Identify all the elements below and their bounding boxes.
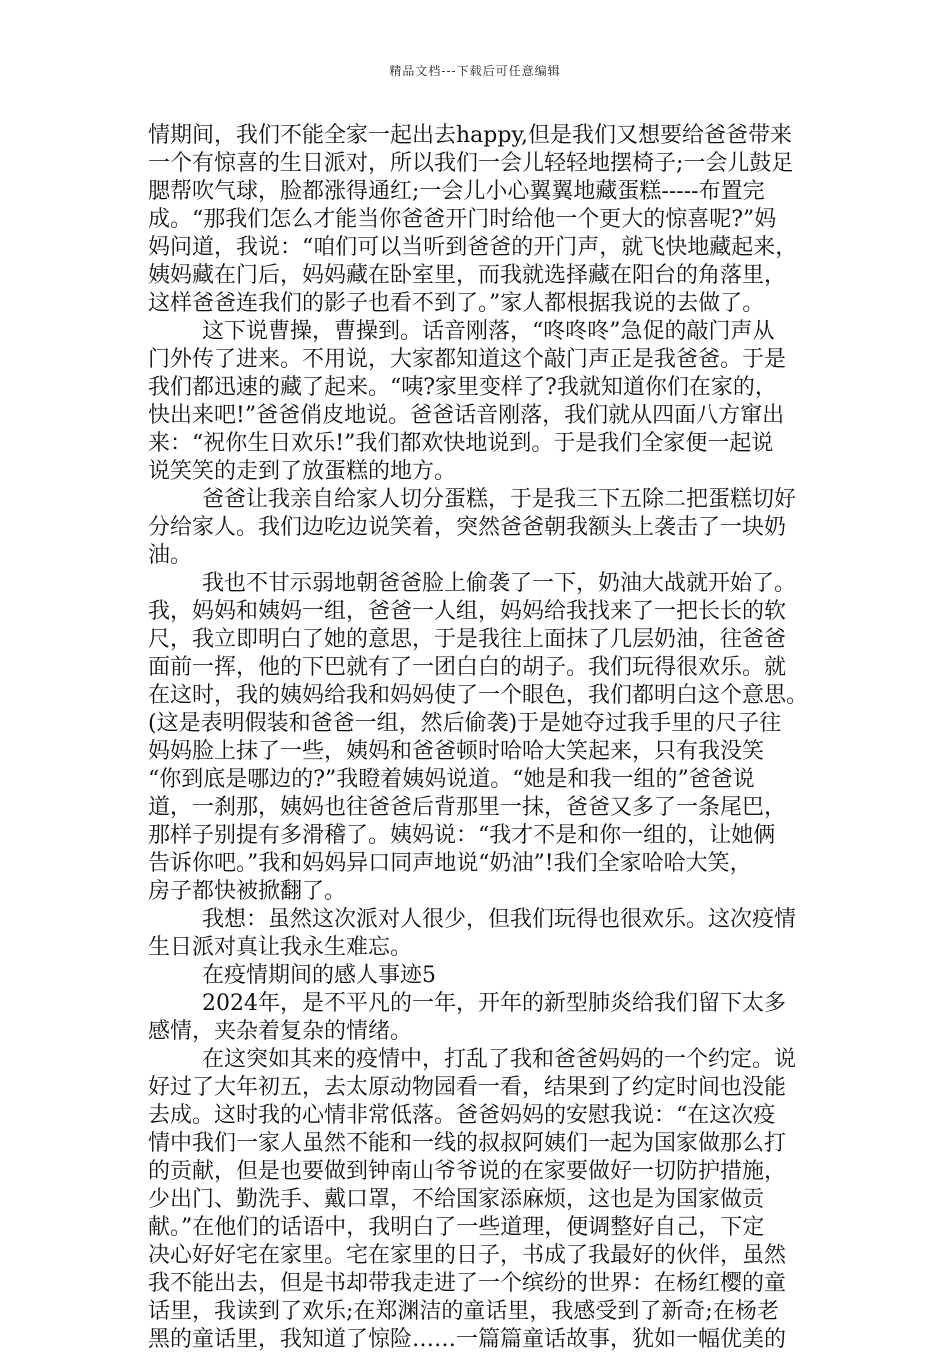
- text-line: 油。: [148, 543, 193, 568]
- page-header: 精品文档---下载后可任意编辑: [389, 64, 561, 78]
- text-line: “你到底是哪边的?”我瞪着姨妈说道。“她是和我一组的”爸爸说: [148, 767, 755, 792]
- text-line: 我不能出去，但是书却带我走进了一个缤纷的世界：在杨红樱的童: [148, 1271, 787, 1296]
- text-line: 少出门、勤洗手、戴口罩，不给国家添麻烦，这也是为国家做贡: [148, 1187, 765, 1212]
- paragraph-start-line: 在这突如其来的疫情中，打乱了我和爸爸妈妈的一个约定。说: [202, 1047, 797, 1072]
- text-line: 生日派对真让我永生难忘。: [148, 935, 413, 960]
- paragraph-start-line: 我想：虽然这次派对人很少，但我们玩得也很欢乐。这次疫情: [202, 907, 797, 932]
- text-line: 一个有惊喜的生日派对，所以我们一会儿轻轻地摆椅子;一会儿鼓足: [148, 151, 794, 176]
- text-line: 腮帮吹气球，脸都涨得通红;一会儿小心翼翼地藏蛋糕-----布置完: [148, 179, 765, 204]
- text-line: 成。“那我们怎么才能当你爸爸开门时给他一个更大的惊喜呢?”妈: [148, 207, 777, 232]
- paragraph-start-line: 这下说曹操，曹操到。话音刚落，“咚咚咚”急促的敲门声从: [202, 319, 775, 344]
- text-line: 情期间，我们不能全家一起出去happy,但是我们又想要给爸爸带来: [148, 123, 792, 148]
- text-line: 来：“祝你生日欢乐!”我们都欢快地说到。于是我们全家便一起说: [148, 431, 774, 456]
- text-line: 我，妈妈和姨妈一组，爸爸一人组，妈妈给我找来了一把长长的软: [148, 599, 787, 624]
- text-line: 妈妈脸上抹了一些，姨妈和爸爸顿时哈哈大笑起来，只有我没笑: [148, 739, 765, 764]
- text-line: 去成。这时我的心情非常低落。爸爸妈妈的安慰我说：“在这次疫: [148, 1103, 776, 1128]
- text-line: (这是表明假装和爸爸一组，然后偷袭)于是她夺过我手里的尺子往: [148, 711, 782, 736]
- text-line: 道，一刹那，姨妈也往爸爸后背那里一抹，爸爸又多了一条尾巴，: [148, 795, 787, 820]
- section-heading: 在疫情期间的感人事迹5: [202, 963, 436, 988]
- text-line: 决心好好宅在家里。宅在家里的日子，书成了我最好的伙伴，虽然: [148, 1243, 787, 1268]
- text-line: 感情，夹杂着复杂的情绪。: [148, 1019, 413, 1044]
- text-line: 说笑笑的走到了放蛋糕的地方。: [148, 459, 457, 484]
- paragraph-start-line: 2024年，是不平凡的一年，开年的新型肺炎给我们留下太多: [202, 991, 786, 1016]
- text-line: 尺，我立即明白了她的意思，于是我往上面抹了几层奶油，往爸爸: [148, 627, 787, 652]
- document-body: [148, 122, 818, 1354]
- text-line: 房子都快被掀翻了。: [148, 879, 347, 904]
- text-line: 话里，我读到了欢乐;在郑渊洁的童话里，我感受到了新奇;在杨老: [148, 1299, 779, 1324]
- text-line: 这样爸爸连我们的影子也看不到了。”家人都根据我说的去做了。: [148, 291, 765, 316]
- text-line: 献。”在他们的话语中，我明白了一些道理，便调整好自己，下定: [148, 1215, 765, 1240]
- text-line: 告诉你吧。”我和妈妈异口同声地说“奶油”!我们全家哈哈大笑，: [148, 851, 752, 876]
- text-line: 我们都迅速的藏了起来。“咦?家里变样了?我就知道你们在家的，: [148, 375, 777, 400]
- text-line: 那样子别提有多滑稽了。姨妈说：“我才不是和你一组的，让她俩: [148, 823, 776, 848]
- paragraph-start-line: 我也不甘示弱地朝爸爸脸上偷袭了一下，奶油大战就开始了。: [202, 571, 797, 596]
- text-line: 在这时，我的姨妈给我和妈妈使了一个眼色，我们都明白这个意思。: [148, 683, 809, 708]
- text-line: 分给家人。我们边吃边说笑着，突然爸爸朝我额头上袭击了一块奶: [148, 515, 787, 540]
- text-line: 门外传了进来。不用说，大家都知道这个敲门声正是我爸爸。于是: [148, 347, 787, 372]
- text-line: 姨妈藏在门后，妈妈藏在卧室里，而我就选择藏在阳台的角落里，: [148, 263, 787, 288]
- text-line: 面前一挥，他的下巴就有了一团白白的胡子。我们玩得很欢乐。就: [148, 655, 787, 680]
- text-line: 妈问道，我说：“咱们可以当听到爸爸的开门声，就飞快地藏起来，: [148, 235, 798, 260]
- text-line: 的贡献，但是也要做到钟南山爷爷说的在家要做好一切防护措施，: [148, 1159, 787, 1184]
- paragraph-start-line: 爸爸让我亲自给家人切分蛋糕，于是我三下五除二把蛋糕切好: [202, 487, 797, 512]
- text-line: 好过了大年初五，去太原动物园看一看，结果到了约定时间也没能: [148, 1075, 787, 1100]
- text-line: 黑的童话里，我知道了惊险……一篇篇童话故事，犹如一幅优美的: [148, 1327, 787, 1352]
- text-line: 快出来吧!”爸爸俏皮地说。爸爸话音刚落，我们就从四面八方窜出: [148, 403, 785, 428]
- text-line: 情中我们一家人虽然不能和一线的叔叔阿姨们一起为国家做那么打: [148, 1131, 787, 1156]
